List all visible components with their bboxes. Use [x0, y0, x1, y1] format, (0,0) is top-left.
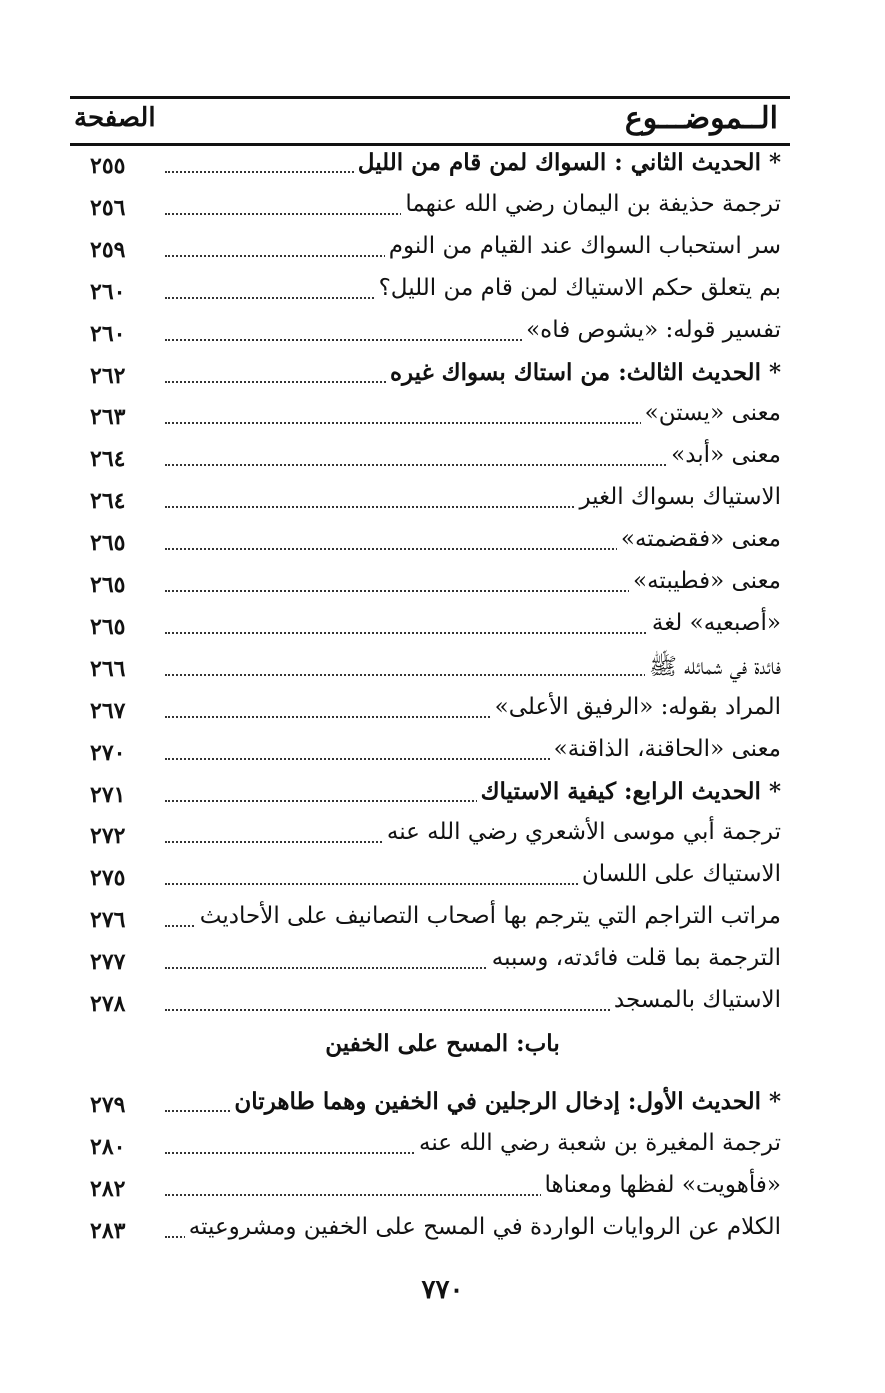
toc-entry	[0, 566, 885, 608]
toc-entry	[0, 776, 885, 818]
toc-entry	[0, 398, 885, 440]
entry-title: الاستياك بالمسجد	[610, 987, 781, 1013]
toc-entry	[0, 692, 885, 734]
entry-title: معنى «الحاقنة، الذاقنة»	[550, 736, 781, 762]
entry-page-number: ٢٧٢	[90, 823, 126, 850]
toc-entry	[0, 650, 885, 692]
toc-entry	[0, 482, 885, 524]
page-column-heading: الصفحة	[74, 103, 156, 133]
entry-title: معنى «فطيبته»	[629, 568, 781, 594]
entry-title: * الحديث الأول: إدخال الرجلين في الخفين وهما طاهرتان	[230, 1088, 781, 1115]
entry-page-number: ٢٧٥	[90, 865, 126, 892]
toc-entry	[0, 901, 885, 943]
toc-entry	[0, 859, 885, 901]
topic-column-heading: الــموضـــوع	[624, 101, 778, 136]
entry-page-number: ٢٦٠	[90, 278, 126, 305]
entry-title: ترجمة المغيرة بن شعبة رضي الله عنه	[415, 1130, 781, 1156]
toc-entry	[0, 1128, 885, 1170]
entry-page-number: ٢٧١	[90, 781, 126, 808]
entry-page-number: ٢٥٩	[90, 236, 126, 263]
entry-page-number: ٢٦٥	[90, 530, 126, 557]
entry-title: سر استحباب السواك عند القيام من النوم	[385, 233, 781, 259]
entry-title: بم يتعلق حكم الاستياك لمن قام من الليل؟	[375, 275, 781, 301]
toc-entry	[0, 1086, 885, 1128]
toc-entry	[0, 315, 885, 357]
entry-title: مراتب التراجم التي يترجم بها أصحاب التصانيف على الأحاديث	[196, 903, 781, 929]
entry-page-number: ٢٧٠	[90, 739, 126, 766]
entry-title: ترجمة أبي موسى الأشعري رضي الله عنه	[383, 819, 781, 845]
entry-page-number: ٢٥٦	[90, 194, 126, 221]
entry-title: «فأهويت» لفظها ومعناها	[541, 1172, 782, 1198]
entry-page-number: ٢٧٧	[90, 949, 126, 976]
toc-entry	[0, 357, 885, 399]
toc-entry	[0, 985, 885, 1027]
entry-title: «أصبعيه» لغة	[648, 610, 781, 636]
entry-page-number: ٢٨٣	[90, 1217, 126, 1244]
entry-page-number: ٢٨٢	[90, 1175, 126, 1202]
toc-entry	[0, 943, 885, 985]
entry-title: معنى «يستن»	[641, 400, 781, 426]
toc-entry	[0, 189, 885, 231]
entry-page-number: ٢٦٣	[90, 404, 126, 431]
toc-entry	[0, 231, 885, 273]
entry-title: الكلام عن الروايات الواردة في المسح على الخفين ومشروعيته	[185, 1214, 781, 1240]
entry-title: ترجمة حذيفة بن اليمان رضي الله عنهما	[401, 191, 781, 217]
entry-page-number: ٢٦٤	[90, 446, 126, 473]
entry-page-number: ٢٦٦	[90, 655, 126, 682]
entry-title: المراد بقوله: «الرفيق الأعلى»	[491, 694, 781, 720]
entry-title: * الحديث الثاني : السواك لمن قام من الليل	[354, 149, 781, 176]
entry-page-number: ٢٥٥	[90, 153, 126, 179]
entry-page-number: ٢٧٦	[90, 907, 126, 934]
entry-title: الاستياك على اللسان	[578, 861, 781, 887]
entry-page-number: ٢٦٢	[90, 362, 126, 389]
toc-entry	[0, 608, 885, 650]
entry-title: * الحديث الرابع: كيفية الاستياك	[477, 778, 781, 805]
section-heading: باب: المسح على الخفين	[325, 1030, 560, 1057]
entry-page-number: ٢٦٠	[90, 320, 126, 347]
entry-title: الاستياك بسواك الغير	[575, 484, 781, 510]
entry-page-number: ٢٦٧	[90, 697, 126, 724]
entry-title: فائدة في شمائله ﷺ	[645, 652, 781, 686]
entry-title: الترجمة بما قلت فائدته، وسببه	[488, 945, 781, 971]
entry-page-number: ٢٧٩	[90, 1092, 126, 1118]
entry-title: * الحديث الثالث: من استاك بسواك غيره	[386, 359, 781, 386]
toc-entry	[0, 1170, 885, 1212]
toc-entry	[0, 440, 885, 482]
entry-page-number: ٢٦٤	[90, 488, 126, 515]
entry-page-number: ٢٦٥	[90, 613, 126, 640]
toc-entry	[0, 524, 885, 566]
toc-entry	[0, 734, 885, 776]
entry-page-number: ٢٧٨	[90, 991, 126, 1017]
entry-page-number: ٢٦٥	[90, 572, 126, 598]
entry-title: معنى «أبد»	[667, 442, 781, 468]
toc-entry	[0, 1212, 885, 1254]
entry-title: تفسير قوله: «يشوص فاه»	[522, 317, 781, 343]
page-number: ٧٧٠	[421, 1275, 464, 1305]
entry-title: معنى «فقضمته»	[617, 526, 781, 552]
toc-entry	[0, 817, 885, 859]
toc-entry	[0, 147, 885, 189]
table-header	[70, 96, 790, 146]
toc-entry	[0, 273, 885, 315]
entry-page-number: ٢٨٠	[90, 1133, 126, 1160]
